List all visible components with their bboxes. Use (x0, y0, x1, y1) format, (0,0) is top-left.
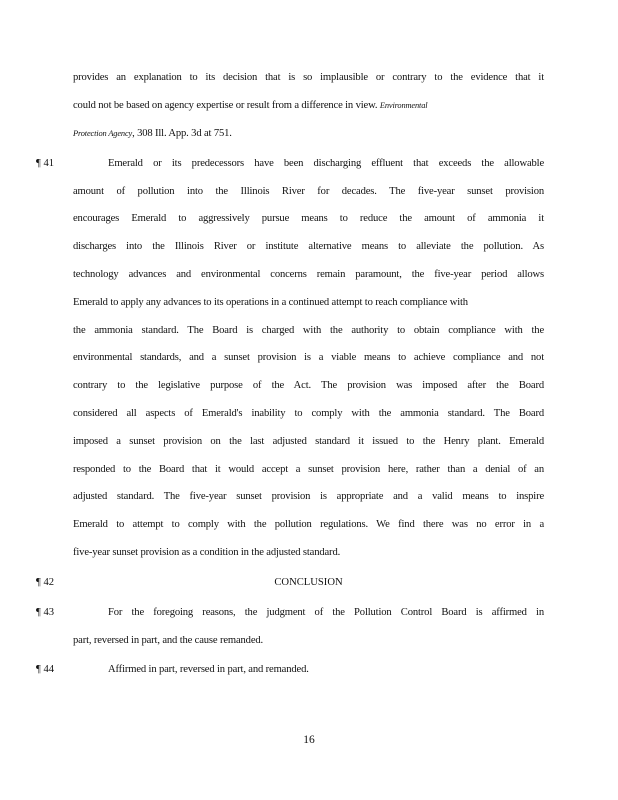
opening-line-3 (73, 128, 544, 139)
para41-line: discharges into the Illinois River or institute alternative means to alleviate the pollution. As (73, 241, 544, 252)
para41-line: responded to the Board that it would accept a sunset provision here, rather than a denial of an (73, 464, 544, 475)
paragraph-number-41: ¶ 41 (36, 158, 55, 169)
case-name-part-2: Protection Agency (73, 129, 133, 138)
para41-line: considered all aspects of Emerald's inability to comply with the ammonia standard. The Board (73, 408, 544, 419)
para41-line: imposed a sunset provision on the last adjusted standard it issued to the Henry plant. Emerald (73, 436, 544, 447)
para41-line: five-year sunset provision as a condition in the adjusted standard. (73, 547, 341, 558)
opening-line-1: provides an explanation to its decision that is so implausible or contrary to the evidence that it (73, 72, 544, 83)
opening-line-2-text: could not be based on agency expertise or result from a difference in view. (73, 100, 378, 111)
para41-line: contrary to the legislative purpose of the Act. The provision was imposed after the Board (73, 380, 544, 391)
para43-line: part, reversed in part, and the cause remanded. (73, 635, 264, 646)
para41-line: Emerald or its predecessors have been discharging effluent that exceeds the allowable (108, 158, 544, 169)
para41-line: environmental standards, and a sunset provision is a viable means to achieve compliance and not (73, 352, 544, 363)
page-number: 16 (303, 734, 315, 746)
para41-line: adjusted standard. The five-year sunset provision is appropriate and a valid means to inspire (73, 491, 544, 502)
case-name-part-1: Environmental (379, 101, 428, 110)
para43-line: For the foregoing reasons, the judgment of the Pollution Control Board is affirmed in (108, 607, 544, 618)
para41-line: Emerald to apply any advances to its operations in a continued attempt to reach compliance with (73, 297, 468, 308)
para44-text: Affirmed in part, reversed in part, and remanded. (108, 664, 309, 675)
para41-line: technology advances and environmental concerns remain paramount, the five-year period allows (73, 269, 544, 280)
para41-line: amount of pollution into the Illinois River for decades. The five-year sunset provision (73, 186, 544, 197)
citation: , 308 Ill. App. 3d at 751. (132, 128, 232, 139)
paragraph-number-44: ¶ 44 (36, 664, 55, 675)
paragraph-number-43: ¶ 43 (36, 607, 55, 618)
section-heading: CONCLUSION (274, 577, 343, 588)
opening-line-2 (73, 100, 544, 111)
paragraph-number-42: ¶ 42 (36, 577, 55, 588)
para41-line: the ammonia standard. The Board is charged with the authority to obtain compliance with the (73, 325, 544, 336)
para41-line: Emerald to attempt to comply with the pollution regulations. We find there was no error in a (73, 519, 544, 530)
para41-line: encourages Emerald to aggressively pursue means to reduce the amount of ammonia it (73, 213, 544, 224)
